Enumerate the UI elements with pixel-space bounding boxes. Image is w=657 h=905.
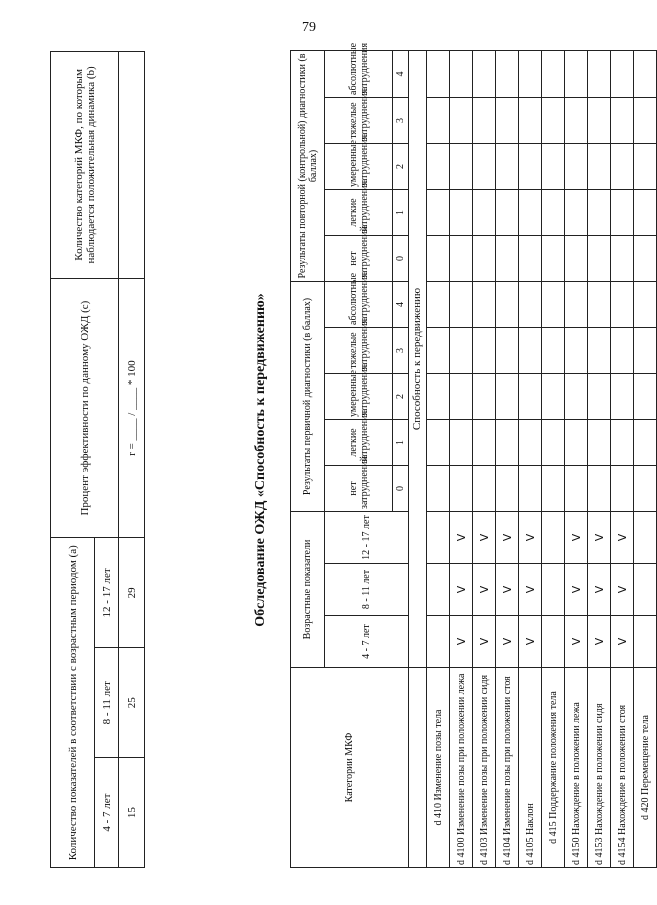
category-group-label: d 420 Перемещение тела <box>634 668 657 868</box>
indicator-count-header: Количество показателей в соответствии с возрастным периодом (а) <box>51 538 95 868</box>
age-check-cell: V <box>496 564 519 616</box>
score-cell <box>588 189 611 235</box>
score-header: 0 <box>393 465 409 511</box>
score-cell <box>450 327 473 373</box>
score-cell <box>565 189 588 235</box>
age-check-cell: V <box>496 511 519 563</box>
positive-dynamics-header: Количество категорий МКФ, по которым наблюдается положительная динамика (b) <box>51 52 119 279</box>
score-cell <box>473 143 496 189</box>
age-group-header: 4 - 7 лет <box>325 616 409 668</box>
score-header: 1 <box>393 419 409 465</box>
score-cell <box>565 235 588 281</box>
score-cell <box>611 143 634 189</box>
assessment-rows <box>427 50 657 867</box>
efficiency-table <box>50 51 145 868</box>
score-cell <box>473 373 496 419</box>
score-cell <box>496 327 519 373</box>
score-cell <box>450 189 473 235</box>
age-check-cell: V <box>519 564 542 616</box>
score-cell <box>450 97 473 143</box>
category-row <box>565 50 588 867</box>
age-check-cell: V <box>496 616 519 668</box>
age-check-cell: V <box>588 511 611 563</box>
score-cell <box>588 419 611 465</box>
level-header: нет затруднений <box>325 465 393 511</box>
score-cell <box>473 50 496 97</box>
score-cell <box>519 281 542 327</box>
assessment-table <box>290 42 657 868</box>
age-check-cell: V <box>450 511 473 563</box>
score-cell <box>565 50 588 97</box>
score-header: 2 <box>393 373 409 419</box>
score-cell <box>473 235 496 281</box>
section-spacer-cell <box>409 668 427 868</box>
score-cell <box>611 50 634 97</box>
age-check-cell <box>427 616 450 668</box>
score-cell <box>519 189 542 235</box>
category-label: d 4104 Изменение позы при положении стоя <box>496 668 519 868</box>
score-cell <box>634 373 657 419</box>
score-cell <box>542 235 565 281</box>
category-group-row <box>542 50 565 867</box>
score-cell <box>565 281 588 327</box>
age-check-cell: V <box>519 511 542 563</box>
category-row <box>519 50 542 867</box>
category-row <box>588 50 611 867</box>
age-group-cell: 8 - 11 лет <box>95 648 119 758</box>
score-cell <box>450 419 473 465</box>
repeat-diagnostics-header: Результаты повторной (контрольной) диагностики (в баллах) <box>291 50 325 281</box>
score-cell <box>634 281 657 327</box>
score-cell <box>588 281 611 327</box>
score-cell <box>542 143 565 189</box>
level-header: абсолютные затруднения <box>325 50 393 97</box>
score-cell <box>519 419 542 465</box>
score-cell <box>611 97 634 143</box>
score-cell <box>450 143 473 189</box>
age-check-cell: V <box>588 564 611 616</box>
category-label: d 4150 Нахождение в положении лежа <box>565 668 588 868</box>
score-cell <box>519 373 542 419</box>
positive-dynamics-cell <box>119 52 145 279</box>
score-cell <box>473 189 496 235</box>
age-check-cell <box>427 511 450 563</box>
age-check-cell: V <box>473 511 496 563</box>
score-cell <box>450 50 473 97</box>
score-cell <box>611 373 634 419</box>
age-group-header: 12 - 17 лет <box>325 511 409 563</box>
score-cell <box>427 281 450 327</box>
score-cell <box>634 189 657 235</box>
age-check-cell <box>634 511 657 563</box>
indicator-count-cell: 15 <box>119 758 145 868</box>
category-row <box>496 50 519 867</box>
score-cell <box>588 327 611 373</box>
category-group-label: d 415 Поддержание положения тела <box>542 668 565 868</box>
score-cell <box>450 373 473 419</box>
score-cell <box>542 327 565 373</box>
category-group-label: d 410 Изменение позы тела <box>427 668 450 868</box>
score-cell <box>634 465 657 511</box>
score-cell <box>542 373 565 419</box>
score-cell <box>427 465 450 511</box>
score-header: 4 <box>393 281 409 327</box>
level-header: умеренные затруднения <box>325 143 393 189</box>
score-cell <box>427 97 450 143</box>
score-cell <box>496 97 519 143</box>
score-cell <box>519 50 542 97</box>
score-cell <box>496 419 519 465</box>
age-check-cell: V <box>565 616 588 668</box>
score-cell <box>473 281 496 327</box>
score-cell <box>542 281 565 327</box>
score-cell <box>542 465 565 511</box>
category-label: d 4153 Нахождение в положении сидя <box>588 668 611 868</box>
score-cell <box>634 327 657 373</box>
age-check-cell: V <box>611 616 634 668</box>
score-cell <box>634 97 657 143</box>
score-cell <box>634 419 657 465</box>
score-cell <box>565 373 588 419</box>
efficiency-percent-header: Процент эффективности по данному ОЖД (с) <box>51 278 119 538</box>
score-cell <box>611 465 634 511</box>
score-cell <box>565 143 588 189</box>
score-cell <box>473 465 496 511</box>
category-group-row <box>634 50 657 867</box>
score-cell <box>496 143 519 189</box>
score-cell <box>542 419 565 465</box>
score-cell <box>542 97 565 143</box>
score-cell <box>427 419 450 465</box>
score-cell <box>588 235 611 281</box>
score-header: 1 <box>393 189 409 235</box>
score-cell <box>519 465 542 511</box>
score-cell <box>634 50 657 97</box>
score-cell <box>588 97 611 143</box>
score-cell <box>496 373 519 419</box>
score-cell <box>519 97 542 143</box>
score-cell <box>427 50 450 97</box>
score-cell <box>565 97 588 143</box>
age-check-cell <box>634 564 657 616</box>
age-group-cell: 12 - 17 лет <box>95 538 119 648</box>
age-check-cell <box>542 511 565 563</box>
score-cell <box>519 235 542 281</box>
category-label: d 4105 Наклон <box>519 668 542 868</box>
section-label: Способность к передвижению <box>409 50 427 667</box>
age-check-cell <box>427 564 450 616</box>
category-header: Категории МКФ <box>291 668 409 868</box>
score-cell <box>450 235 473 281</box>
score-cell <box>519 143 542 189</box>
score-cell <box>427 189 450 235</box>
age-group-header: 8 - 11 лет <box>325 564 409 616</box>
score-cell <box>588 50 611 97</box>
score-cell <box>588 465 611 511</box>
score-cell <box>473 419 496 465</box>
score-cell <box>565 419 588 465</box>
score-cell <box>496 465 519 511</box>
score-cell <box>496 281 519 327</box>
age-check-cell <box>542 616 565 668</box>
category-label: d 4103 Изменение позы при положении сидя <box>473 668 496 868</box>
score-header: 3 <box>393 97 409 143</box>
score-cell <box>450 281 473 327</box>
score-cell <box>427 235 450 281</box>
score-cell <box>542 50 565 97</box>
age-group-cell: 4 - 7 лет <box>95 758 119 868</box>
age-check-cell: V <box>473 616 496 668</box>
score-cell <box>519 327 542 373</box>
indicator-count-cell: 25 <box>119 648 145 758</box>
page-number: 79 <box>302 20 316 35</box>
level-header: нет затруднений <box>325 235 393 281</box>
level-header: умеренные затруднения <box>325 373 393 419</box>
age-header: Возрастные показатели <box>291 511 325 667</box>
score-cell <box>634 143 657 189</box>
score-cell <box>473 327 496 373</box>
level-header: тяжелые затруднения <box>325 327 393 373</box>
age-check-cell: V <box>565 564 588 616</box>
score-cell <box>611 235 634 281</box>
age-check-cell: V <box>450 564 473 616</box>
score-cell <box>611 281 634 327</box>
score-header: 0 <box>393 235 409 281</box>
score-cell <box>496 189 519 235</box>
category-row <box>473 50 496 867</box>
level-header: легкие затруднения <box>325 189 393 235</box>
score-cell <box>588 373 611 419</box>
category-row <box>611 50 634 867</box>
score-cell <box>611 327 634 373</box>
score-cell <box>473 97 496 143</box>
score-cell <box>450 465 473 511</box>
score-header: 3 <box>393 327 409 373</box>
level-header: абсолютные затруднения <box>325 281 393 327</box>
category-label: d 4100 Изменение позы при положении лежа <box>450 668 473 868</box>
category-group-row <box>427 50 450 867</box>
score-cell <box>542 189 565 235</box>
section-heading: Обследование ОЖД «Способность к передвижению» <box>253 293 268 627</box>
score-cell <box>565 327 588 373</box>
score-cell <box>611 189 634 235</box>
age-check-cell: V <box>611 511 634 563</box>
score-cell <box>427 373 450 419</box>
score-cell <box>496 235 519 281</box>
score-cell <box>611 419 634 465</box>
score-cell <box>565 465 588 511</box>
age-check-cell <box>542 564 565 616</box>
category-label: d 4154 Нахождение в положении стоя <box>611 668 634 868</box>
efficiency-formula: r = ____ / ____ * 100 <box>119 278 145 538</box>
score-cell <box>634 235 657 281</box>
score-cell <box>427 327 450 373</box>
score-cell <box>496 50 519 97</box>
age-check-cell: V <box>450 616 473 668</box>
level-header: тяжелые затруднения <box>325 97 393 143</box>
score-cell <box>427 143 450 189</box>
age-check-cell: V <box>565 511 588 563</box>
primary-diagnostics-header: Результаты первичной диагностики (в баллах) <box>291 281 325 511</box>
level-header: легкие затруднения <box>325 419 393 465</box>
age-check-cell: V <box>611 564 634 616</box>
indicator-count-cell: 29 <box>119 538 145 648</box>
age-check-cell: V <box>473 564 496 616</box>
document-sheet <box>40 40 651 880</box>
category-row <box>450 50 473 867</box>
age-check-cell <box>634 616 657 668</box>
score-header: 2 <box>393 143 409 189</box>
score-cell <box>588 143 611 189</box>
age-check-cell: V <box>588 616 611 668</box>
age-check-cell: V <box>519 616 542 668</box>
score-header: 4 <box>393 50 409 97</box>
